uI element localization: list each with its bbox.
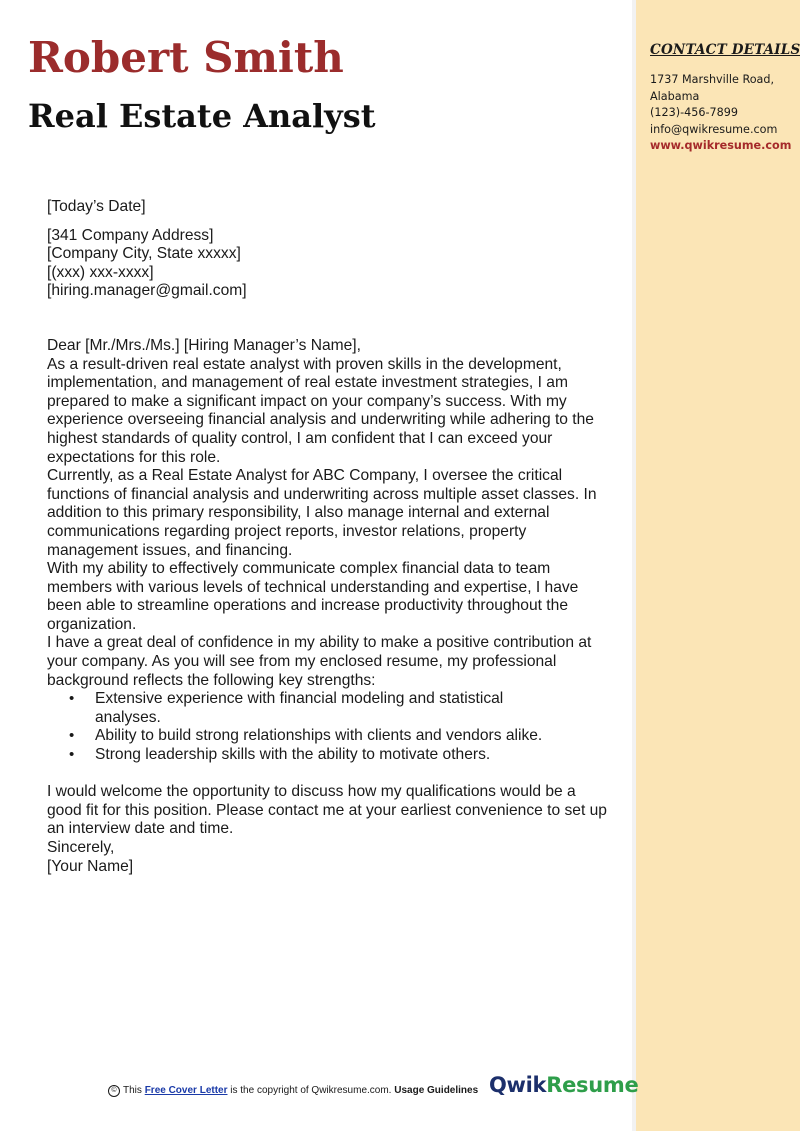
company-address: [341 Company Address]: [47, 226, 214, 244]
paragraph-intro: As a result-driven real estate analyst with proven skills in the development, implementation, and management of real estate investment strategies, I am prepared to make a significant impact on your company’s success. With my experience overseeing financial analysis and underwriting while adhering to the highest standards of quality control, I am confident that I can exceed your expectations for this role.: [47, 355, 594, 466]
recipient-address: [47, 227, 607, 301]
qwikresume-logo[interactable]: QwikResume: [489, 1073, 639, 1097]
bullet-icon: •: [69, 727, 75, 745]
contact-address-line1: 1737 Marshville Road,: [650, 73, 775, 86]
contact-details: [650, 72, 800, 155]
list-item: • Strong leadership skills with the ability to motivate others.: [69, 746, 491, 764]
paragraph-communication: With my ability to effectively communicate complex financial data to team members with various levels of technical understanding and expertise, I have been able to streamline operations and increase productivity throughout the organization.: [47, 560, 579, 633]
job-title: Real Estate Analyst: [28, 97, 376, 135]
paragraph-strengths-intro: I have a great deal of confidence in my ability to make a positive contribution at your company. As you will see from my enclosed resume, my professional background reflects the following key strengths:: [47, 634, 592, 689]
free-cover-letter-link[interactable]: Free Cover Letter: [144, 1085, 228, 1096]
bullet-icon: •: [69, 690, 75, 708]
contact-email[interactable]: info@qwikresume.com: [650, 122, 778, 136]
usage-guidelines-link[interactable]: Usage Guidelines: [394, 1085, 479, 1096]
strengths-list: [47, 690, 607, 764]
company-phone: [(xxx) xxx-xxxx]: [47, 263, 154, 281]
applicant-name: Robert Smith: [28, 33, 344, 82]
contact-phone: (123)-456-7899: [650, 106, 738, 119]
letter-date: [Today’s Date]: [47, 198, 146, 215]
contact-sidebar: [632, 0, 800, 1131]
contact-details-heading: CONTACT DETAILS: [650, 42, 800, 58]
signature: [Your Name]: [47, 857, 134, 875]
paragraph-current-role: Currently, as a Real Estate Analyst for ABC Company, I oversee the critical functions of financial analysis and underwriting across multiple asset classes. In addition to this primary responsibility, I also manage internal and external communications regarding project reports, investor relations, property management issues, and financing.: [47, 467, 597, 559]
contact-website[interactable]: www.qwikresume.com: [650, 139, 792, 152]
list-item: • Ability to build strong relationships with clients and vendors alike.: [69, 727, 543, 745]
paragraph-closing: I would welcome the opportunity to discuss how my qualifications would be a good fit for this position. Please contact me at your earliest convenience to set up an interview date and time.: [47, 783, 607, 838]
bullet-icon: •: [69, 746, 75, 764]
list-item: • Extensive experience with financial modeling and statistical analyses.: [69, 690, 504, 726]
salutation: Dear [Mr./Mrs./Ms.] [Hiring Manager’s Name],: [47, 336, 361, 354]
contact-address-line2: Alabama: [650, 89, 700, 103]
company-email: [hiring.manager@gmail.com]: [47, 282, 247, 300]
footer-copyright: © This Free Cover Letter is the copyright of Qwikresume.com. Usage Guidelines: [108, 1085, 478, 1097]
company-city: [Company City, State xxxxx]: [47, 245, 241, 263]
letter-body: [47, 198, 607, 876]
copyright-icon: ©: [108, 1085, 120, 1097]
closing-phrase: Sincerely,: [47, 839, 115, 856]
